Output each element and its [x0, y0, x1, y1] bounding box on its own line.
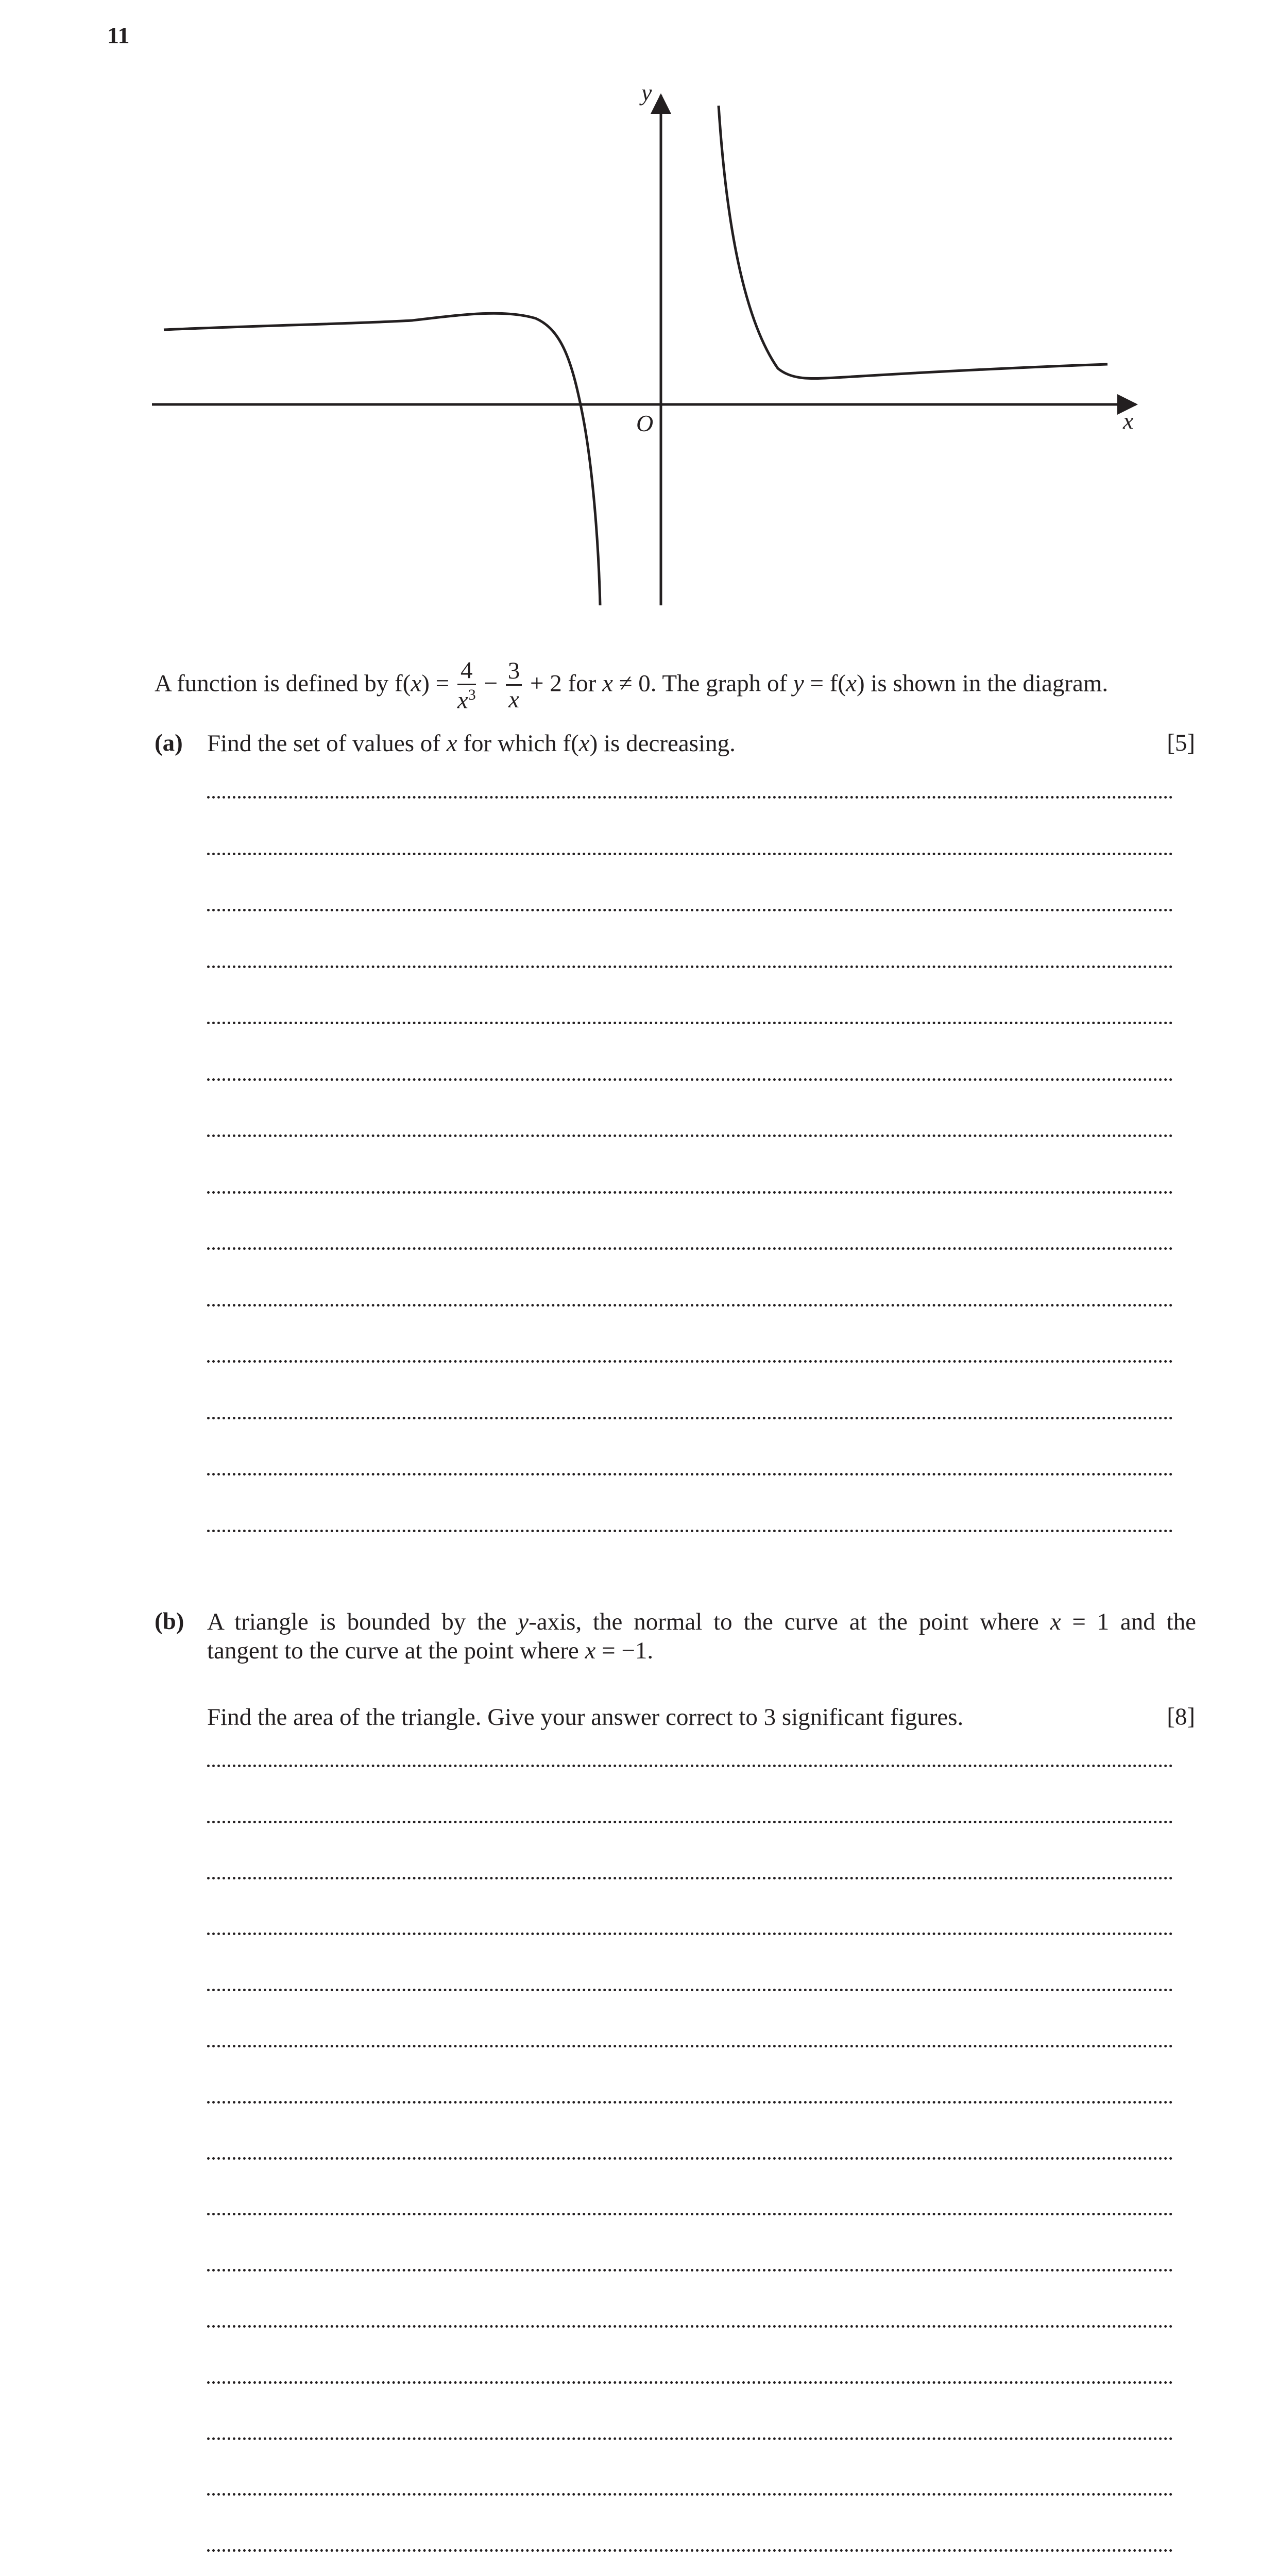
part-a-marks: [5] [1167, 730, 1195, 756]
part-a-answer-line[interactable] [207, 1473, 1173, 1476]
part-b-answer-line[interactable] [207, 2549, 1173, 2552]
frac1-exponent: 3 [468, 686, 476, 703]
part-b-answer-line[interactable] [207, 2213, 1173, 2215]
fraction-4-over-x-cubed [457, 658, 476, 713]
part-b-answer-line[interactable] [207, 1989, 1173, 1991]
part-b-answer-line[interactable] [207, 1933, 1173, 1935]
part-b-answer-line[interactable] [207, 2437, 1173, 2440]
part-a-answer-line[interactable] [207, 853, 1173, 855]
part-a-answer-line[interactable] [207, 965, 1173, 968]
part-a-answer-line[interactable] [207, 1417, 1173, 1419]
part-a-answer-line[interactable] [207, 1191, 1173, 1194]
stem-plus-two: + 2 for [524, 670, 603, 697]
origin-label: O [636, 410, 654, 436]
part-b-answer-line[interactable] [207, 2381, 1173, 2384]
stem-eq-f: = f( [804, 670, 846, 697]
part-a-answer-line[interactable] [207, 1304, 1173, 1307]
part-b-answer-line[interactable] [207, 2269, 1173, 2272]
function-graph [139, 72, 1164, 618]
part-a-question: Find the set of values of x for which f(x) is decreasing. [207, 730, 736, 757]
stem-minus: − [478, 670, 504, 697]
frac2-numerator: 3 [506, 659, 522, 686]
part-a-answer-line[interactable] [207, 1360, 1173, 1363]
curve-left-branch [164, 313, 600, 605]
part-b-answer-line[interactable] [207, 1821, 1173, 1823]
part-a-answer-line[interactable] [207, 1022, 1173, 1024]
part-a-label: (a) [155, 730, 183, 756]
part-b-marks: [8] [1167, 1703, 1195, 1730]
frac1-denominator: $x^3$ [457, 686, 476, 714]
stem-x2: x [602, 670, 613, 697]
part-b-question [207, 1607, 1196, 1666]
stem-x: x [411, 670, 422, 697]
part-a-answer-line[interactable] [207, 1530, 1173, 1532]
stem-x3: x [846, 670, 857, 697]
part-b-line-1: A triangle is bounded by the y-axis, the normal to the curve at the point where x = 1 and the [207, 1608, 1196, 1635]
frac2-denominator: x [508, 686, 519, 714]
part-b-answer-line[interactable] [207, 2325, 1173, 2328]
part-b-answer-line[interactable] [207, 2493, 1173, 2496]
y-axis-label: y [641, 79, 652, 106]
part-b-answer-line[interactable] [207, 1877, 1173, 1879]
part-b-label: (b) [155, 1608, 184, 1635]
part-a-answer-line[interactable] [207, 796, 1173, 799]
curve-right-branch [719, 106, 1107, 379]
part-a-answer-line[interactable] [207, 909, 1173, 911]
stem-tail: ) is shown in the diagram. [856, 670, 1109, 697]
part-a-answer-line[interactable] [207, 1078, 1173, 1081]
part-b-answer-line[interactable] [207, 2045, 1173, 2047]
question-stem [155, 658, 1180, 715]
part-a-answer-line[interactable] [207, 1247, 1173, 1250]
part-b-instruction: Find the area of the triangle. Give your answer correct to 3 significant figures. [207, 1704, 964, 1731]
part-a-answer-line[interactable] [207, 1134, 1173, 1137]
stem-intro: A function is defined by f( [155, 670, 411, 697]
x-axis-label: x [1123, 408, 1134, 434]
fraction-3-over-x [506, 659, 522, 712]
stem-eq: ) = [421, 670, 455, 697]
question-number: 11 [107, 22, 130, 48]
part-b-answer-line[interactable] [207, 2157, 1173, 2160]
stem-y: y [793, 670, 804, 697]
part-b-line-2: tangent to the curve at the point where x = −1. [207, 1637, 654, 1665]
stem-neq-zero: ≠ 0. The graph of [612, 670, 793, 697]
part-b-answer-line[interactable] [207, 1765, 1173, 1767]
frac1-numerator: 4 [457, 658, 476, 685]
part-b-answer-line[interactable] [207, 2101, 1173, 2104]
